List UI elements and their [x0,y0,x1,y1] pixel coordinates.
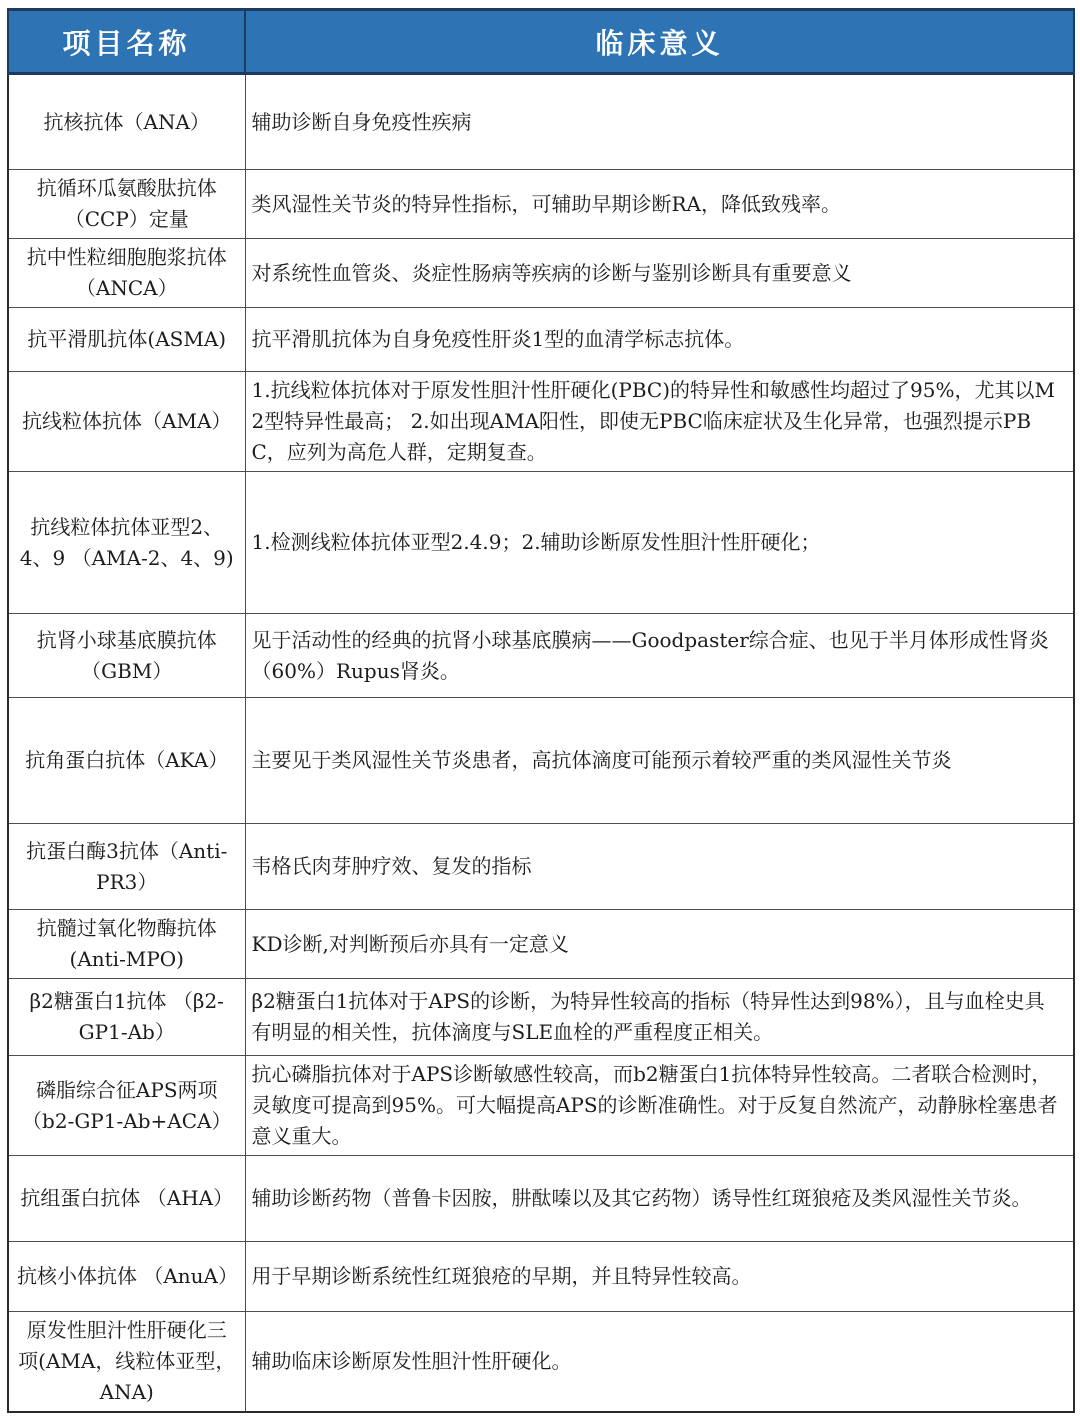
table-row [8,1056,1074,1156]
clinical-significance-cell: 主要见于类风湿性关节炎患者，高抗体滴度可能预示着较严重的类风湿性关节炎 [245,698,1074,824]
table-row [8,979,1074,1056]
item-name-cell: 抗蛋白酶3抗体（Anti-PR3） [8,824,245,910]
item-name-cell: 抗核小体抗体 （AnuA） [8,1242,245,1312]
lab-test-table [7,8,1075,1413]
table-row [8,614,1074,698]
clinical-significance-cell: 见于活动性的经典的抗肾小球基底膜病——Goodpaster综合症、也见于半月体形成性肾炎（60%）Rupus肾炎。 [245,614,1074,698]
clinical-significance-cell: 辅助诊断药物（普鲁卡因胺，肼酞嗪以及其它药物）诱导性红斑狼疮及类风湿性关节炎。 [245,1156,1074,1242]
table-row [8,372,1074,472]
clinical-significance-cell: 对系统性血管炎、炎症性肠病等疾病的诊断与鉴别诊断具有重要意义 [245,239,1074,308]
clinical-significance-cell: 辅助临床诊断原发性胆汁性肝硬化。 [245,1312,1074,1413]
clinical-significance-cell: 用于早期诊断系统性红斑狼疮的早期，并且特异性较高。 [245,1242,1074,1312]
table-row [8,1312,1074,1413]
table-row [8,824,1074,910]
item-name-cell: 抗肾小球基底膜抗体（GBM） [8,614,245,698]
clinical-significance-cell: 1.检测线粒体抗体亚型2.4.9；2.辅助诊断原发性胆汁性肝硬化； [245,472,1074,614]
clinical-significance-cell: β2糖蛋白1抗体对于APS的诊断，为特异性较高的指标（特异性达到98%），且与血栓史具有明显的相关性，抗体滴度与SLE血栓的严重程度正相关。 [245,979,1074,1056]
table-row [8,472,1074,614]
table-row [8,170,1074,239]
column-header-clinical-significance: 临床意义 [245,10,1074,74]
table-row [8,910,1074,979]
table-body [8,74,1074,1413]
item-name-cell: β2糖蛋白1抗体 （β2-GP1-Ab） [8,979,245,1056]
clinical-significance-cell: 辅助诊断自身免疫性疾病 [245,74,1074,170]
clinical-significance-cell: 韦格氏肉芽肿疗效、复发的指标 [245,824,1074,910]
item-name-cell: 抗线粒体抗体（AMA） [8,372,245,472]
table-row [8,74,1074,170]
clinical-significance-cell: 抗心磷脂抗体对于APS诊断敏感性较高，而b2糖蛋白1抗体特异性较高。二者联合检测时，灵敏度可提高到95%。可大幅提高APS的诊断准确性。对于反复自然流产，动静脉栓塞患者意义重大。 [245,1056,1074,1156]
item-name-cell: 抗平滑肌抗体(ASMA) [8,308,245,372]
table-row [8,1242,1074,1312]
item-name-cell: 抗循环瓜氨酸肽抗体（CCP）定量 [8,170,245,239]
table-row [8,308,1074,372]
item-name-cell: 抗角蛋白抗体（AKA） [8,698,245,824]
table-row [8,1156,1074,1242]
table-row [8,698,1074,824]
item-name-cell: 磷脂综合征APS两项（b2-GP1-Ab+ACA） [8,1056,245,1156]
item-name-cell: 抗线粒体抗体亚型2、4、9 （AMA-2、4、9) [8,472,245,614]
table-row [8,239,1074,308]
item-name-cell: 抗髓过氧化物酶抗体(Anti-MPO) [8,910,245,979]
column-header-item-name: 项目名称 [8,10,245,74]
clinical-significance-cell: 抗平滑肌抗体为自身免疫性肝炎1型的血清学标志抗体。 [245,308,1074,372]
item-name-cell: 原发性胆汁性肝硬化三项(AMA，线粒体亚型，ANA) [8,1312,245,1413]
item-name-cell: 抗组蛋白抗体 （AHA） [8,1156,245,1242]
item-name-cell: 抗中性粒细胞胞浆抗体（ANCA） [8,239,245,308]
clinical-significance-cell: KD诊断,对判断预后亦具有一定意义 [245,910,1074,979]
item-name-cell: 抗核抗体（ANA） [8,74,245,170]
table-header-row [8,10,1074,74]
clinical-significance-cell: 1.抗线粒体抗体对于原发性胆汁性肝硬化(PBC)的特异性和敏感性均超过了95%，尤其以M2型特异性最高； 2.如出现AMA阳性，即使无PBC临床症状及生化异常，也强烈提示PBC，应列为高危人群，定期复查。 [245,372,1074,472]
clinical-significance-cell: 类风湿性关节炎的特异性指标，可辅助早期诊断RA，降低致残率。 [245,170,1074,239]
